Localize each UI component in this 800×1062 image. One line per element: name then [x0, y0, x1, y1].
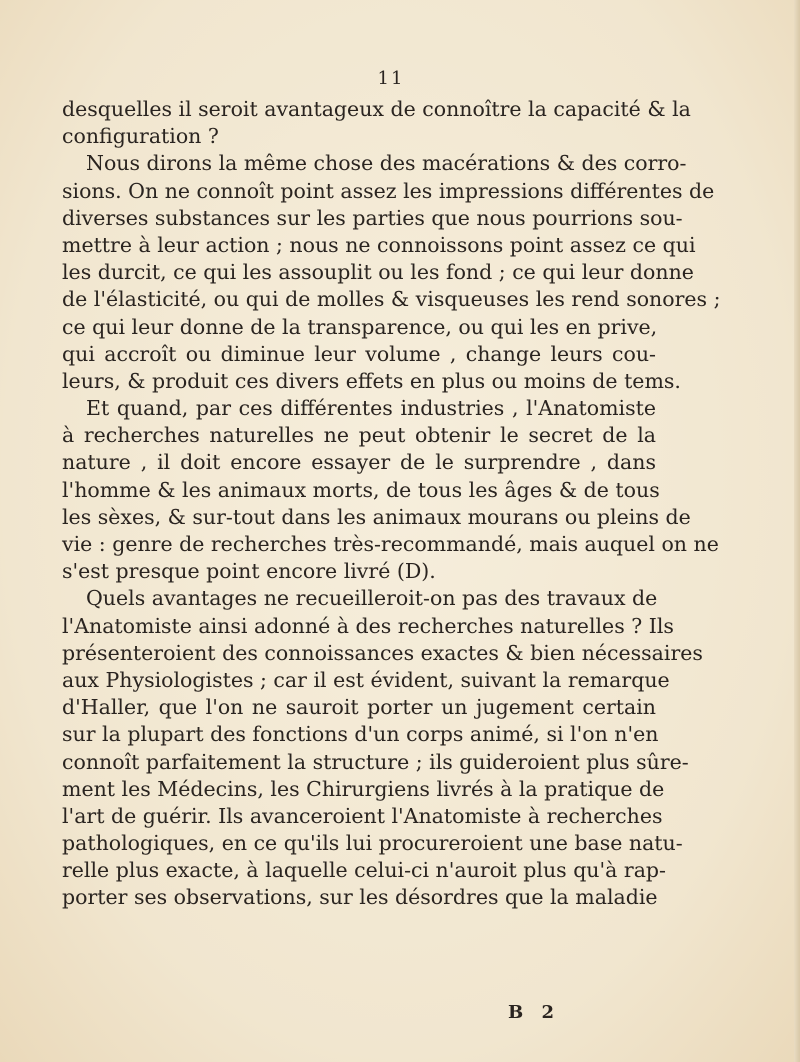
text-line: diverses substances sur les parties que nous pourrions sou- — [62, 205, 683, 230]
text-line: l'Anatomiste ainsi adonné à des recherches naturelles ? Ils — [62, 613, 674, 638]
text-line: relle plus exacte, à laquelle celui-ci n'auroit plus qu'à rap- — [62, 858, 666, 883]
body-text — [62, 96, 721, 912]
text-line: pathologiques, en ce qu'ils lui procureroient une base natu- — [62, 831, 683, 856]
text-line: ce qui leur donne de la transparence, ou qui les en prive, — [62, 314, 658, 339]
text-line: ment les Médecins, les Chirurgiens livrés à la pratique de — [62, 776, 665, 801]
text-line: l'art de guérir. Ils avanceroient l'Anatomiste à recherches — [62, 803, 663, 828]
text-line: configuration ? — [62, 124, 219, 149]
text-line: à recherches naturelles ne peut obtenir le secret de la — [62, 423, 656, 448]
signature-mark: B 2 — [508, 1002, 561, 1023]
text-line: porter ses observations, sur les désordres que la maladie — [62, 885, 658, 910]
text-line: qui accroît ou diminue leur volume , change leurs cou- — [62, 341, 656, 366]
text-line: de l'élasticité, ou qui de molles & visqueuses les rend sonores ; — [62, 287, 721, 312]
text-line: nature , il doit encore essayer de le surprendre , dans — [62, 450, 656, 475]
text-line: connoît parfaitement la structure ; ils guideroient plus sûre- — [62, 749, 689, 774]
text-line: Nous dirons la même chose des macérations & des corro- — [86, 151, 687, 176]
text-line: mettre à leur action ; nous ne connoissons point assez ce qui — [62, 232, 696, 257]
page-number: 11 — [377, 68, 405, 89]
text-line: d'Haller, que l'on ne sauroit porter un jugement certain — [62, 695, 656, 720]
text-line: vie : genre de recherches très-recommandé, mais auquel on ne — [62, 532, 719, 556]
text-line: présenteroient des connoissances exactes & bien nécessaires — [62, 640, 703, 665]
text-line: Quels avantages ne recueilleroit-on pas des travaux de — [86, 586, 658, 611]
text-line: s'est presque point encore livré (D). — [62, 559, 436, 584]
text-line: les durcit, ce qui les assouplit ou les fond ; ce qui leur donne — [62, 260, 694, 285]
text-line: desquelles il seroit avantageux de connoître la capacité & la — [62, 97, 691, 121]
text-line: sur la plupart des fonctions d'un corps animé, si l'on n'en — [62, 722, 659, 747]
text-line: les sèxes, & sur-tout dans les animaux mourans ou pleins de — [62, 504, 691, 529]
text-line: aux Physiologistes ; car il est évident, suivant la remarque — [62, 667, 670, 692]
text-line: l'homme & les animaux morts, de tous les âges & de tous — [62, 477, 660, 502]
text-line: leurs, & produit ces divers effets en plus ou moins de tems. — [62, 368, 681, 393]
text-line: sions. On ne connoît point assez les impressions différentes de — [62, 178, 715, 203]
page-edge — [794, 0, 800, 1062]
text-line: Et quand, par ces différentes industries , l'Anatomiste — [86, 396, 656, 421]
